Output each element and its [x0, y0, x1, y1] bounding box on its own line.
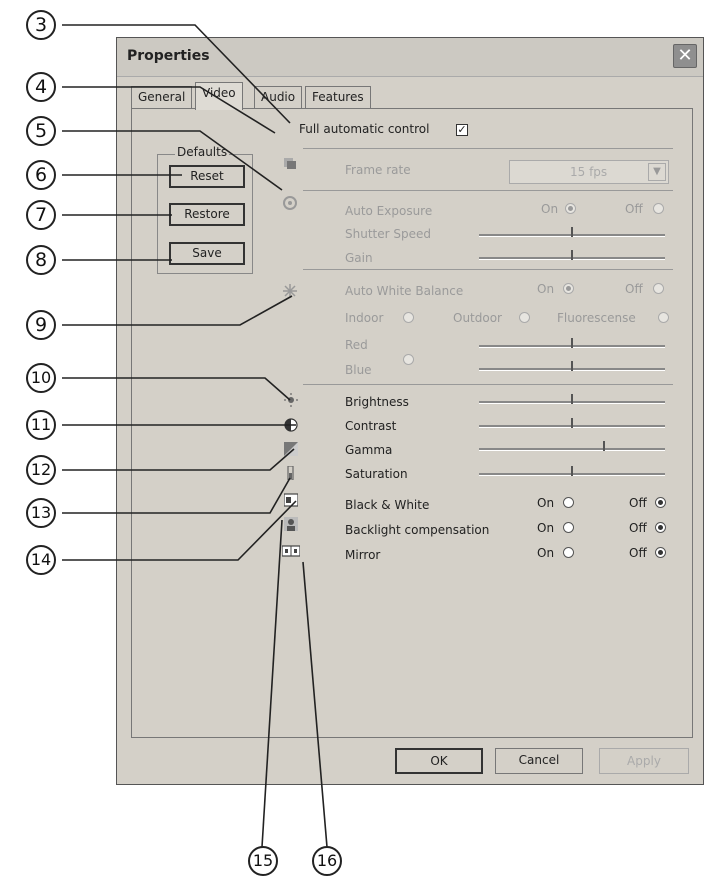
brightness-icon [284, 393, 298, 407]
callout-5: 5 [26, 116, 56, 146]
separator [303, 384, 673, 385]
backlight-on-label: On [537, 521, 555, 535]
cancel-button[interactable]: Cancel [495, 748, 583, 774]
mirror-icon [282, 544, 300, 558]
dialog-title: Properties [127, 48, 210, 64]
contrast-label: Contrast [345, 419, 397, 433]
callout-16: 16 [312, 846, 342, 876]
outdoor-radio[interactable] [519, 312, 530, 323]
wb-on-radio[interactable] [563, 283, 574, 294]
callout-4: 4 [26, 72, 56, 102]
mirror-on-radio[interactable] [563, 547, 574, 558]
fluorescence-radio[interactable] [658, 312, 669, 323]
callout-11: 11 [26, 410, 56, 440]
indoor-label: Indoor [345, 311, 384, 325]
callout-14: 14 [26, 545, 56, 575]
slider-thumb[interactable] [571, 418, 573, 428]
frame-rate-label: Frame rate [345, 163, 411, 177]
blue-label: Blue [345, 363, 372, 377]
auto-white-balance-label: Auto White Balance [345, 284, 464, 298]
indoor-radio[interactable] [403, 312, 414, 323]
callout-9: 9 [26, 310, 56, 340]
close-button[interactable]: ✕ [673, 44, 697, 68]
brightness-label: Brightness [345, 395, 409, 409]
backlight-off-label: Off [629, 521, 647, 535]
gamma-icon [284, 442, 298, 456]
gain-label: Gain [345, 251, 373, 265]
mirror-off-radio[interactable] [655, 547, 666, 558]
tab-audio[interactable]: Audio [254, 86, 302, 108]
white-balance-icon [283, 284, 297, 298]
red-label: Red [345, 338, 368, 352]
auto-exposure-label: Auto Exposure [345, 204, 433, 218]
slider-thumb[interactable] [571, 394, 573, 404]
shutter-speed-slider[interactable] [479, 234, 665, 237]
black-white-label: Black & White [345, 498, 430, 512]
wb-on-label: On [537, 282, 555, 296]
bw-on-label: On [537, 496, 555, 510]
defaults-legend: Defaults [177, 145, 228, 159]
separator [303, 190, 673, 191]
backlight-label: Backlight compensation [345, 523, 490, 537]
mirror-on-label: On [537, 546, 555, 560]
separator [303, 148, 673, 149]
black-white-icon [284, 493, 298, 507]
full-auto-label: Full automatic control [299, 122, 430, 136]
slider-thumb[interactable] [571, 361, 573, 371]
title-bar[interactable] [117, 38, 703, 77]
wb-off-radio[interactable] [653, 283, 664, 294]
callout-15: 15 [248, 846, 278, 876]
exposure-off-label: Off [625, 202, 643, 216]
red-slider[interactable] [479, 345, 665, 348]
tab-features[interactable]: Features [305, 86, 371, 108]
callout-8: 8 [26, 245, 56, 275]
wb-off-label: Off [625, 282, 643, 296]
slider-thumb[interactable] [571, 227, 573, 237]
exposure-on-radio[interactable] [565, 203, 576, 214]
bw-on-radio[interactable] [563, 497, 574, 508]
bw-off-label: Off [629, 496, 647, 510]
apply-button[interactable]: Apply [599, 748, 689, 774]
frame-rate-select[interactable] [509, 160, 669, 184]
full-auto-checkbox[interactable]: ✓ [457, 123, 467, 136]
frame-rate-icon [283, 156, 297, 170]
gamma-label: Gamma [345, 443, 393, 457]
saturation-slider[interactable] [479, 473, 665, 476]
bw-off-radio[interactable] [655, 497, 666, 508]
tab-general[interactable]: General [131, 86, 192, 108]
callout-12: 12 [26, 455, 56, 485]
save-button[interactable]: Save [169, 242, 245, 265]
fluorescence-label: Fluorescense [557, 311, 636, 325]
separator [303, 269, 673, 270]
callout-6: 6 [26, 160, 56, 190]
saturation-label: Saturation [345, 467, 408, 481]
contrast-slider[interactable] [479, 425, 665, 428]
properties-dialog [116, 37, 704, 785]
slider-thumb[interactable] [603, 441, 605, 451]
callout-3: 3 [26, 10, 56, 40]
contrast-icon [284, 418, 298, 432]
callout-7: 7 [26, 200, 56, 230]
exposure-on-label: On [541, 202, 559, 216]
chevron-down-icon: ▼ [648, 163, 666, 181]
callout-13: 13 [26, 498, 56, 528]
backlight-on-radio[interactable] [563, 522, 574, 533]
frame-rate-value: 15 fps [570, 165, 608, 179]
gamma-slider[interactable] [479, 448, 665, 451]
mirror-label: Mirror [345, 548, 381, 562]
slider-thumb[interactable] [571, 466, 573, 476]
callout-10: 10 [26, 363, 56, 393]
mirror-off-label: Off [629, 546, 647, 560]
ok-button[interactable]: OK [395, 748, 483, 774]
saturation-icon [284, 466, 298, 480]
exposure-off-radio[interactable] [653, 203, 664, 214]
exposure-icon [283, 196, 297, 210]
backlight-off-radio[interactable] [655, 522, 666, 533]
outdoor-label: Outdoor [453, 311, 502, 325]
slider-thumb[interactable] [571, 250, 573, 260]
blue-radio[interactable] [403, 354, 414, 365]
tab-video[interactable]: Video [195, 82, 243, 110]
slider-thumb[interactable] [571, 338, 573, 348]
brightness-slider[interactable] [479, 401, 665, 404]
gain-slider[interactable] [479, 257, 665, 260]
reset-button[interactable]: Reset [169, 165, 245, 188]
blue-slider[interactable] [479, 368, 665, 371]
shutter-speed-label: Shutter Speed [345, 227, 431, 241]
restore-button[interactable]: Restore [169, 203, 245, 226]
backlight-icon [284, 517, 298, 531]
